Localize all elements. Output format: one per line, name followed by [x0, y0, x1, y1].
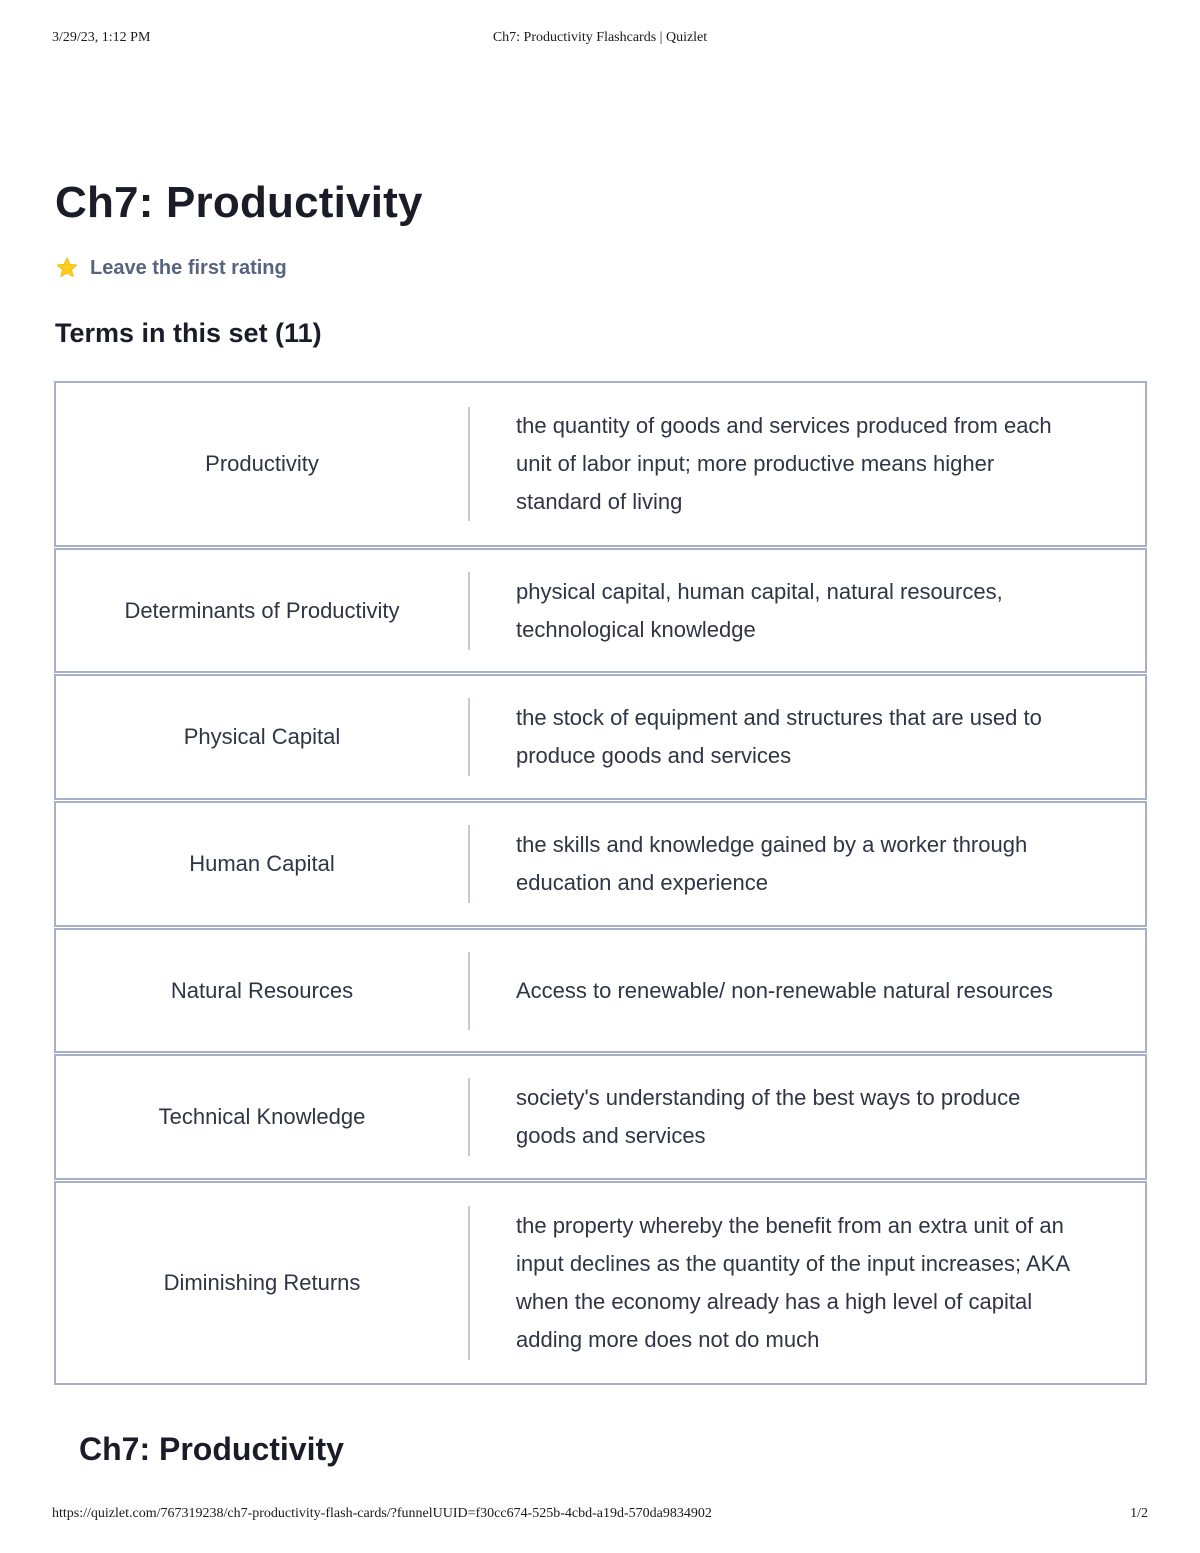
page-title: Ch7: Productivity [55, 178, 423, 227]
term-text: Diminishing Returns [163, 1270, 361, 1295]
term-text: Determinants of Productivity [124, 597, 400, 623]
leave-rating-button[interactable] [55, 254, 287, 282]
bottom-set-title: Ch7: Productivity [79, 1431, 344, 1467]
print-document-title: Ch7: Productivity Flashcards | Quizlet [492, 30, 708, 45]
definition-text: Access to renewable/ non-renewable natural resources [516, 977, 1053, 1003]
definition-text: the stock of equipment and structures that are used to produce goods and services [516, 705, 1042, 768]
print-url: https://quizlet.com/767319238/ch7-productivity-flash-cards/?funnelUUID=f30cc674-525b-4cbd-a19d-570da9834902 [52, 1506, 712, 1521]
definition-text: the skills and knowledge gained by a worker through education and experience [516, 832, 1028, 895]
term-card [54, 674, 1147, 800]
term-card [54, 548, 1147, 673]
term-text: Natural Resources [170, 977, 354, 1003]
term-text: Technical Knowledge [158, 1104, 366, 1129]
terms-heading: Terms in this set (11) [55, 318, 322, 348]
rating-label: Leave the first rating [90, 256, 287, 279]
term-card [54, 928, 1147, 1053]
star-icon [55, 256, 79, 280]
print-header [52, 30, 1148, 50]
definition-text: physical capital, human capital, natural resources, technological knowledge [516, 578, 1003, 642]
term-text: Physical Capital [183, 724, 341, 749]
term-text: Human Capital [189, 851, 335, 876]
print-datetime: 3/29/23, 1:12 PM [52, 30, 151, 45]
definition-text: the property whereby the benefit from an extra unit of an input declines as the quantity of the input increases; AKA when the economy already has a high level of capital adding more does not do much [516, 1213, 1069, 1352]
terms-list [54, 381, 1147, 1385]
definition-text: the quantity of goods and services produced from each unit of labor input; more productive means higher standard of living [516, 413, 1052, 514]
term-text: Productivity [205, 451, 319, 476]
term-card [54, 801, 1147, 927]
term-card [54, 381, 1147, 547]
print-footer [52, 1506, 1148, 1526]
term-card [54, 1054, 1147, 1180]
print-page-number: 1/2 [1130, 1506, 1148, 1521]
definition-text: society's understanding of the best ways to produce goods and services [516, 1085, 1021, 1148]
term-card [54, 1181, 1147, 1385]
